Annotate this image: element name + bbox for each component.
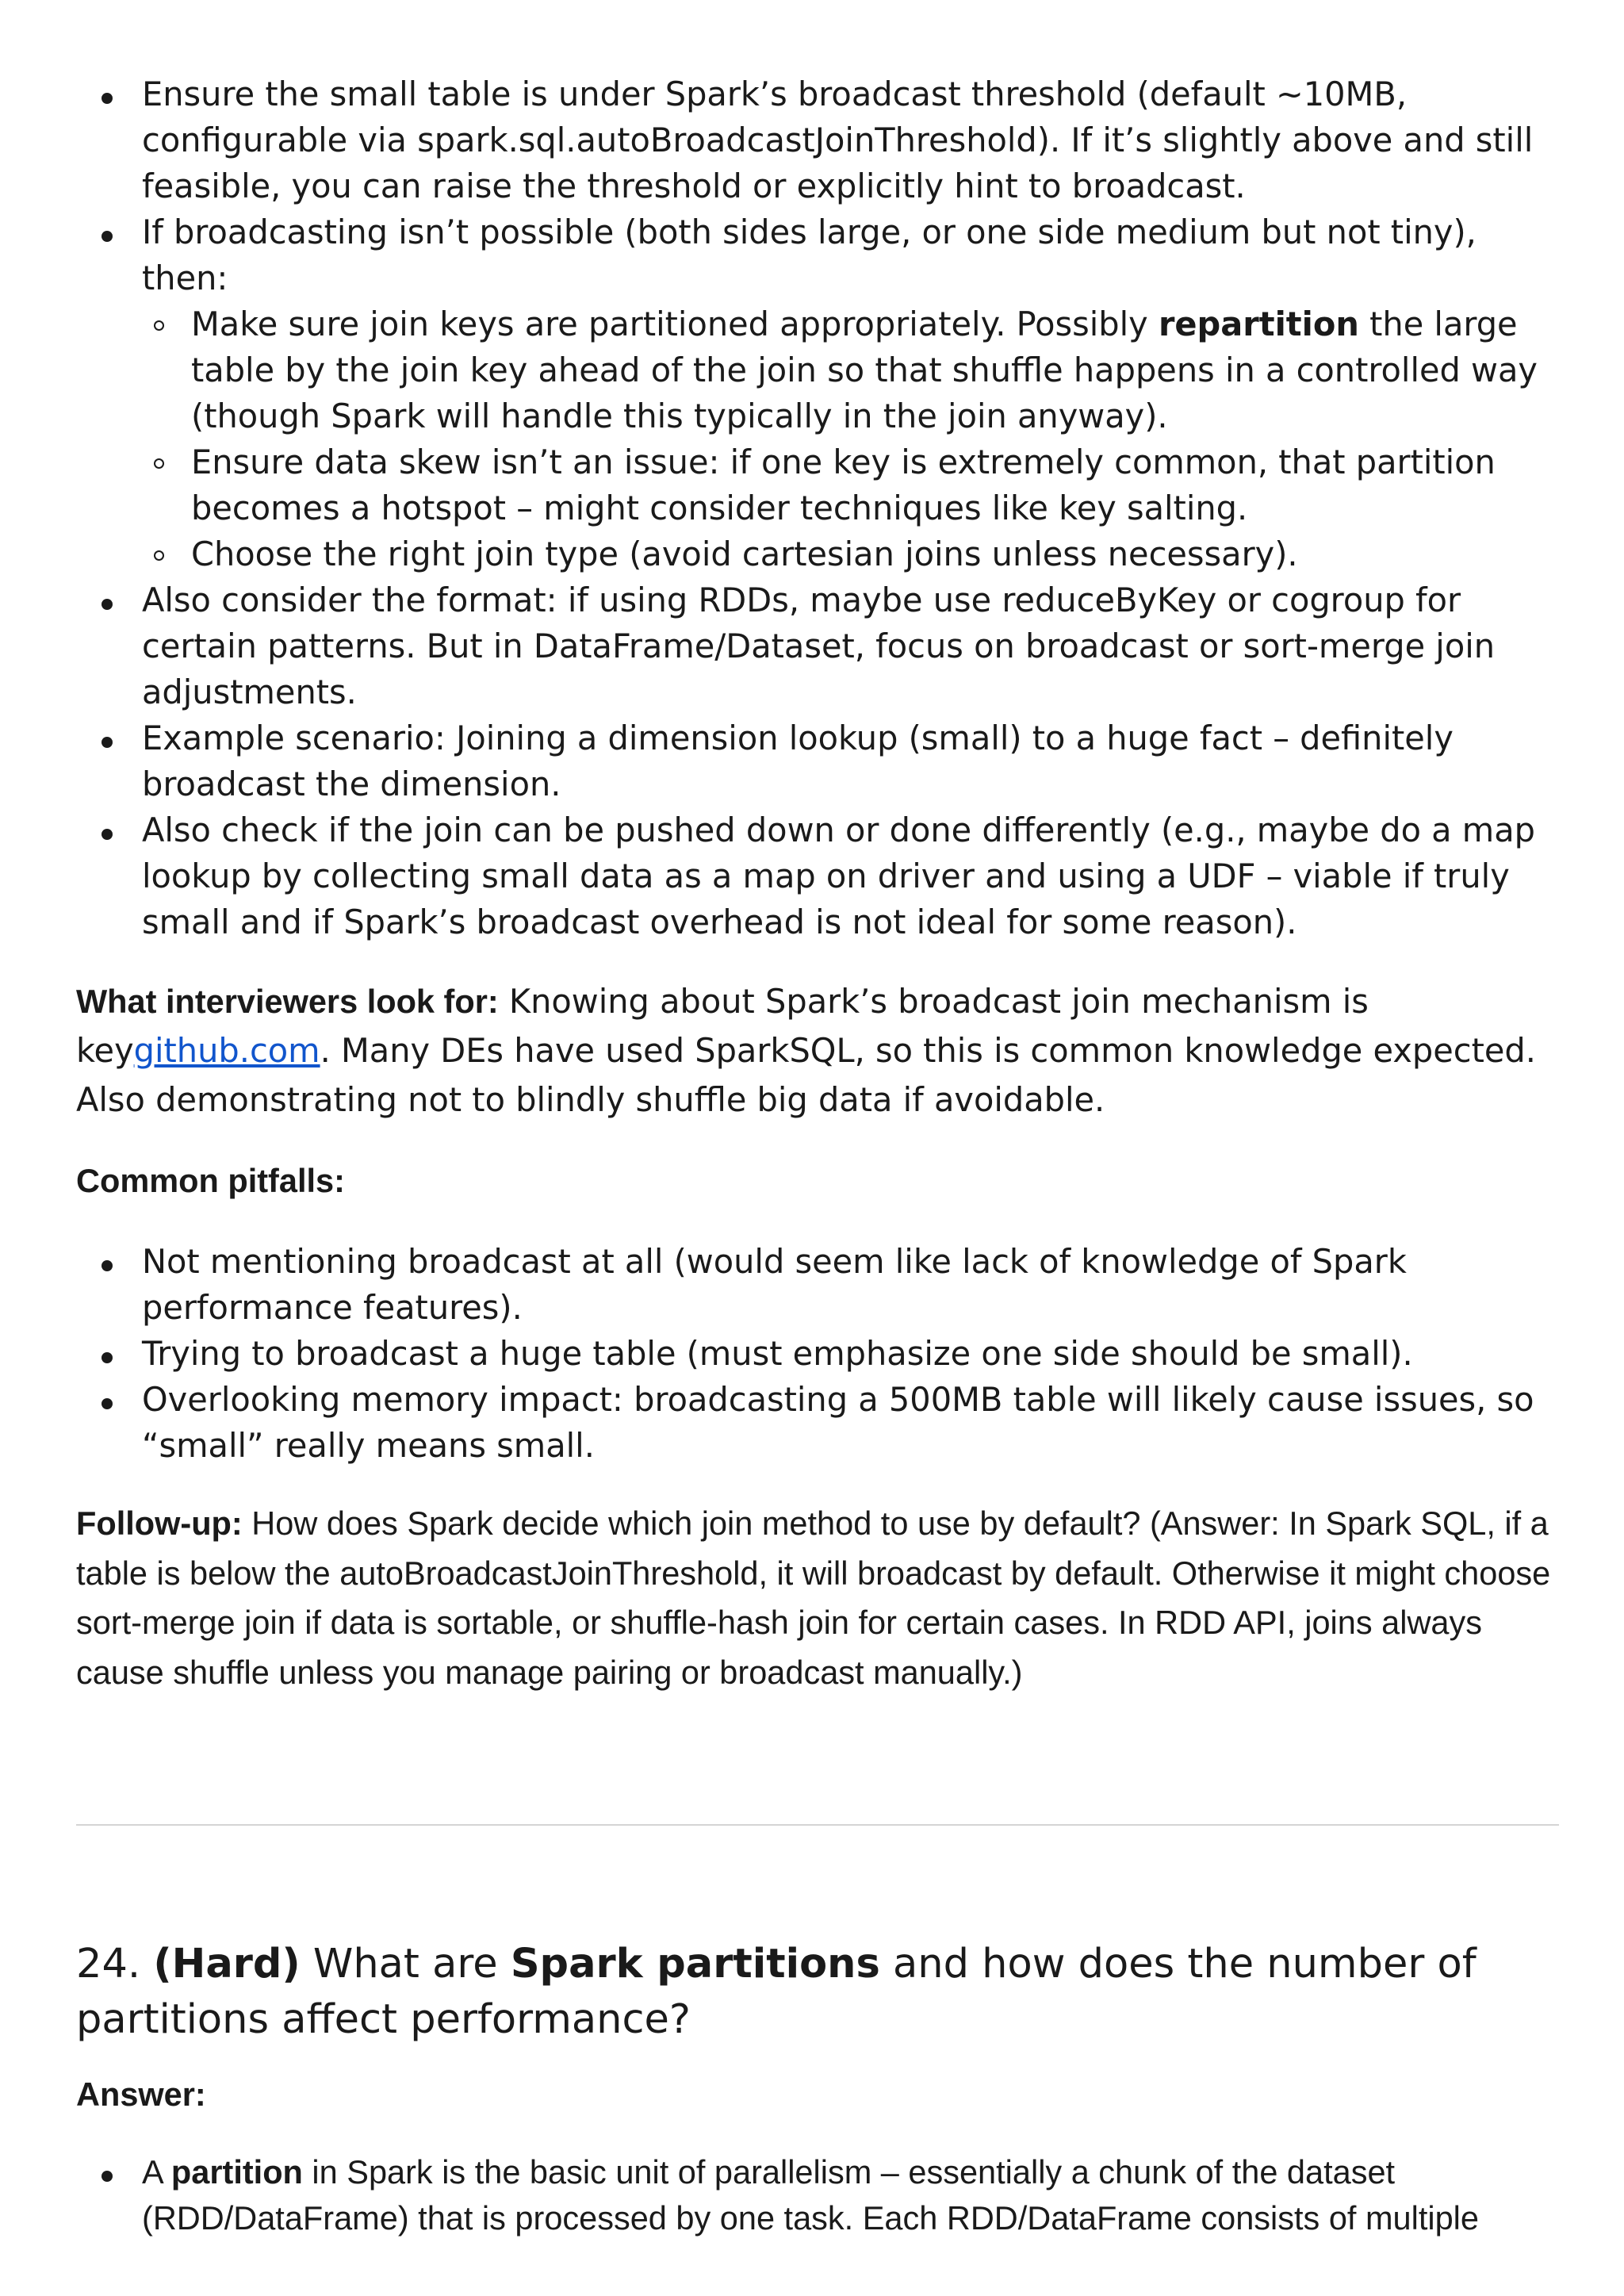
sub-list: [142, 301, 1559, 577]
followup-paragraph: Follow-up: How does Spark decide which join method to use by default? (Answer: In Spark SQL, if a table is below the autoBroadcastJoinThreshold, it will broadcast by default. Otherwise it might choose sort-merge join if data is sortable, or shuffle-hash join for certain cases. In RDD API, joins always cause shuffle unless you manage pairing or broadcast manually.): [76, 1504, 1551, 1691]
list-item: Also check if the join can be pushed down or done differently (e.g., maybe do a map lookup by collecting small data as a map on driver and using a UDF – viable if truly small and if Spark’s broadcast overhead is not ideal for some reason).: [76, 807, 1559, 945]
sub-list-item: Make sure join keys are partitioned appropriately. Possibly repartition the large table by the join key ahead of the join so that shuffle happens in a controlled way (though Spark will handle this typically in the join anyway).: [142, 301, 1559, 439]
sub-list-item: Choose the right join type (avoid cartesian joins unless necessary).: [142, 531, 1559, 577]
answer-list: [76, 2149, 1559, 2241]
github-link[interactable]: github.com: [133, 1031, 320, 1070]
section-divider: [76, 1824, 1559, 1826]
list-item: Not mentioning broadcast at all (would seem like lack of knowledge of Spark performance features).: [76, 1239, 1559, 1331]
pitfalls-list: [76, 1239, 1559, 1469]
join-tips-list: [76, 71, 1559, 945]
list-item: Ensure the small table is under Spark’s broadcast threshold (default ~10MB, configurable via spark.sql.autoBroadcastJoinThreshold). If it’s slightly above and still feasible, you can raise the threshold or explicitly hint to broadcast.: [76, 71, 1559, 209]
list-item: Example scenario: Joining a dimension lookup (small) to a huge fact – definitely broadcast the dimension.: [76, 715, 1559, 807]
question-heading: 24. (Hard) What are Spark partitions and how does the number of partitions affect performance?: [76, 1941, 1477, 2043]
list-item: A partition in Spark is the basic unit of parallelism – essentially a chunk of the dataset (RDD/DataFrame) that is processed by one task. Each RDD/DataFrame consists of multiple: [76, 2149, 1559, 2241]
list-item: Also consider the format: if using RDDs, maybe use reduceByKey or cogroup for certain patterns. But in DataFrame/Dataset, focus on broadcast or sort-merge join adjustments.: [76, 577, 1559, 715]
list-item: If broadcasting isn’t possible (both sides large, or one side medium but not tiny), then: Make sure join keys are partitioned appropriately. Possibly repartition the large table by the join key ahead of the join so that shuffle happens in a controlled way (though Spark will handle this typically in the join anyway). Ensure data skew isn’t an issue: if one key is extremely common, that partition becomes a hotspot – might consider techniques like key salting. Choose the right join type (avoid cartesian joins unless necessary).: [76, 209, 1559, 577]
answer-label: Answer:: [76, 2076, 206, 2113]
interviewers-paragraph: What interviewers look for: Knowing about Spark’s broadcast join mechanism is keygithub.com. Many DEs have used SparkSQL, so this is common knowledge expected. Also demonstrating not to blindly shuffle big data if avoidable.: [76, 982, 1536, 1119]
list-item: Overlooking memory impact: broadcasting a 500MB table will likely cause issues, so “small” really means small.: [76, 1377, 1559, 1469]
pitfalls-heading: Common pitfalls:: [76, 1162, 345, 1199]
document-page: [76, 71, 1559, 2241]
list-item: Trying to broadcast a huge table (must emphasize one side should be small).: [76, 1331, 1559, 1377]
sub-list-item: Ensure data skew isn’t an issue: if one key is extremely common, that partition becomes a hotspot – might consider techniques like key salting.: [142, 439, 1559, 531]
